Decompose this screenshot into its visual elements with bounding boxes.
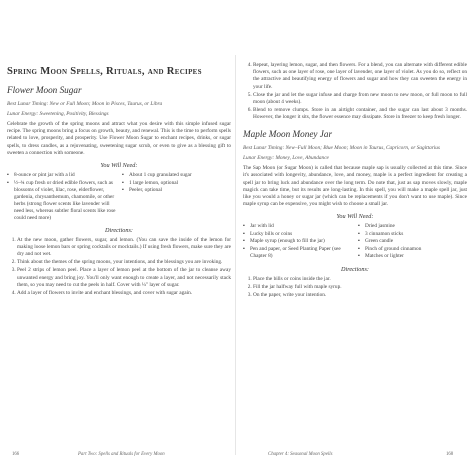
page-gutter: [235, 55, 236, 455]
recipe-title-flower-moon-sugar: Flower Moon Sugar: [7, 85, 82, 95]
lunar-energy: Lunar Energy: Sweetening, Positivity, Blessings: [7, 111, 109, 117]
directions-list: [243, 276, 467, 299]
list-item: 3. Peel 2 strips of lemon peel. Place a layer of lemon peel at the bottom of the jar to cleanse away unwanted energy and bring joy. You'll only want enough to create a layer, and not necessarily stack them, so you may need to cut the peels in half. Cover with ¼" layer of sugar.: [17, 267, 231, 289]
recipe-intro: Celebrate the growth of the spring moons and attract what you desire with this simple infused sugar recipe. The spring moons bring a focus on growth, beauty, and renewal. This is the time to perform spells related to love, prosperity, and prosperity. Use Flower Moon Sugar to enchant recipes, drinks, or sugar spells, to dress candles, as a rejuvenating, sweetening sugar scrub, or even to give as a blessing gift to sweeten a connection with someone.: [7, 121, 231, 156]
list-item: ▪ 1 large lemon, optional: [122, 180, 231, 187]
list-item: 4. Repeat, layering lemon, sugar, and then flowers. For a blend, you can alternate with different edible flowers, such as one layer of rose, one layer of lavender, one layer of violet. As you do so, reflect on the attractive and beautifying energy of flowers and sugar and how they can sweeten the energy in your life.: [253, 62, 467, 91]
list-item: 2. Think about the themes of the spring moons, your intentions, and the blessings you are invoking.: [17, 259, 231, 266]
needs-list: [243, 223, 467, 261]
needs-column-2: [358, 223, 467, 261]
list-item: ▪ Lucky bills or coins: [243, 231, 352, 238]
directions-heading: Directions:: [341, 265, 369, 273]
list-item: 2. Fill the jar halfway full with maple syrup.: [253, 284, 467, 291]
left-page: [7, 62, 231, 457]
list-item: ▪ Jar with lid: [243, 223, 352, 230]
directions-list: [7, 237, 231, 297]
list-item: ▪ Green candle: [358, 238, 467, 245]
list-item: ▪ Dried jasmine: [358, 223, 467, 230]
list-item: 4. Add a layer of flowers to invite and enchant blessings, and cover with sugar again.: [17, 290, 231, 297]
list-item: ▪ About 1 cup granulated sugar: [122, 172, 231, 179]
needs-column-1: [243, 223, 352, 261]
running-head-left: Part Two: Spells and Rituals for Every Moon: [78, 452, 165, 457]
needs-heading: You Will Need:: [100, 162, 138, 170]
needs-column-2: [122, 172, 231, 222]
needs-column-1: [7, 172, 116, 222]
lunar-energy: Lunar Energy: Money, Love, Abundance: [243, 155, 329, 162]
list-item: ▪ ½–¾ cup fresh or dried edible flowers, such as blossoms of violet, lilac, rose, elderflower, gardenia, chrysanthemum, chamomile, or other herbs (strong flower scents like lavender will need less, whereas subtler floral scents like rose could need more): [7, 180, 116, 222]
recipe-title-maple-moon-money-jar: Maple Moon Money Jar: [243, 129, 333, 140]
lunar-timing: Best Lunar Timing: New–Full Moon; Blue Moon; Moon in Taurus, Capricorn, or Sagittarius: [243, 145, 440, 152]
list-item: 6. Blend to remove clumps. Store in an airtight container, and the sugar can last about 3 months. However, the longer it sits, the flower essence may dissipate. Store in freezer to keep fresh longer.: [253, 107, 467, 121]
running-head-right: Chapter 4: Seasonal Moon Spells: [268, 452, 333, 457]
list-item: ▪ Peeler, optional: [122, 187, 231, 194]
list-item: ▪ 3 cinnamon sticks: [358, 231, 467, 238]
list-item: ▪ Pen and paper, or Seed Planting Paper (see Chapter 8): [243, 246, 352, 260]
list-item: ▪ Matches or lighter: [358, 253, 467, 260]
list-item: 1. Place the bills or coins inside the jar.: [253, 276, 467, 283]
list-item: ▪ Maple syrup (enough to fill the jar): [243, 238, 352, 245]
needs-heading: You Will Need:: [336, 213, 374, 221]
list-item: ▪ Pinch of ground cinnamon: [358, 246, 467, 253]
needs-list: [7, 172, 231, 222]
list-item: 5. Close the jar and let the sugar infuse and charge from new moon to new moon, or full moon to full moon (about 4 weeks).: [253, 92, 467, 106]
directions-continued-list: [243, 62, 467, 121]
chapter-title: Spring Moon Spells, Rituals, and Recipes: [7, 66, 202, 77]
directions-heading: Directions:: [105, 227, 133, 235]
page-number-right: 168: [446, 452, 454, 457]
list-item: 1. At the new moon, gather flowers, sugar, and lemon. (You can save the inside of the lemon for making loose lemon bars or spring cocktails or mocktails.) If using fresh flowers, make sure they are dry and not wet.: [17, 237, 231, 259]
page-number-left: 166: [12, 452, 20, 457]
lunar-timing: Best Lunar Timing: New or Full Moon; Moon in Pisces, Taurus, or Libra: [7, 101, 163, 107]
recipe-intro: The Sap Moon (or Sugar Moon) is called that because maple sap is usually collected at this time. Since it's associated with longevity, abundance, love, and money, maple is a perfect ingredient for creating a spell jar to bring luck and abundance over the long term. Do note that, just as sap moves slowly, maple magick can take time, but its results are long-lasting. In this spell, you will make a maple spell jar, just like you would a honey or sugar jar (which can be replacements if you don't want to use maple). Since maple syrup can be expensive, you might wish to choose a small jar.: [243, 165, 467, 208]
list-item: ▪ 8-ounce or pint jar with a lid: [7, 172, 116, 179]
right-page: [243, 62, 467, 457]
list-item: 3. On the paper, write your intention.: [253, 292, 467, 299]
